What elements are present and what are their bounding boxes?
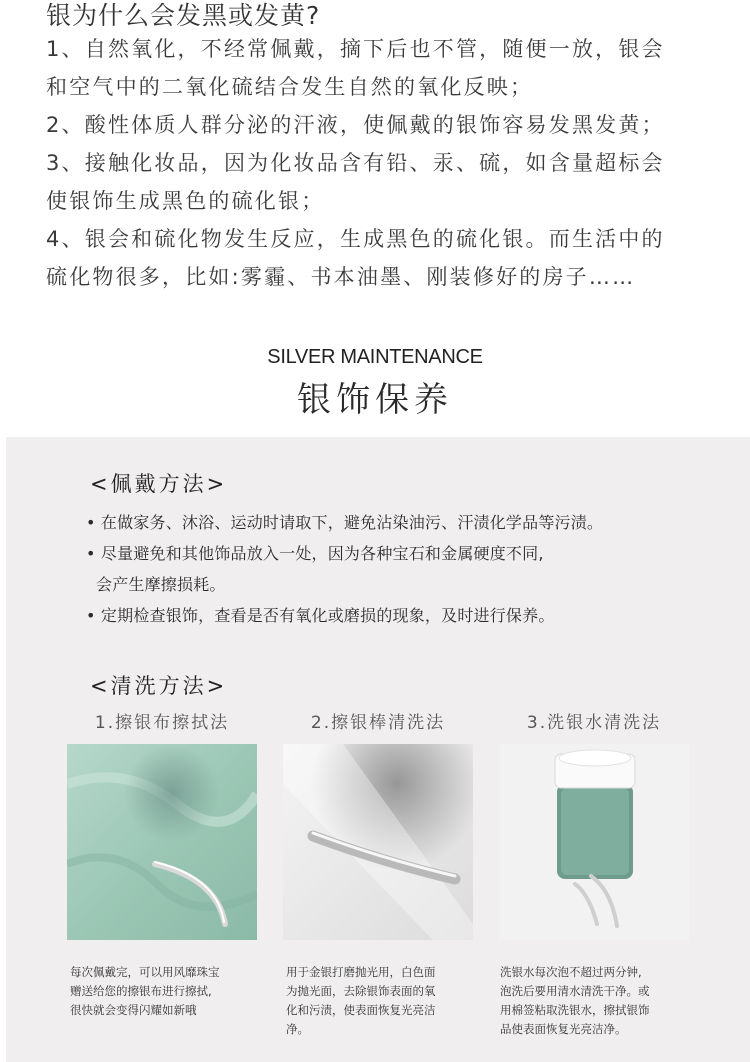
cleaning-solution-photo <box>499 744 689 940</box>
answer-line-2: 和空气中的二氧化硫结合发生自然的氧化反映； <box>46 75 534 99</box>
method-2-caption-line-3: 化和污渍，使表面恢复光亮洁 <box>286 1003 436 1017</box>
method-3-title: 3.洗银水清洗法 <box>526 713 662 733</box>
answer-line-6: 4、银会和硫化物发生反应，生成黑色的硫化银。而生活中的 <box>46 227 665 251</box>
method-2-caption <box>286 963 478 1039</box>
answer-line-3: 2、酸性体质人群分泌的汗液，使佩戴的银饰容易发黑发黄； <box>46 113 665 137</box>
method-2-caption-line-2: 为抛光面，去除银饰表面的氧 <box>286 984 436 998</box>
method-1-caption <box>70 963 262 1020</box>
polishing-stick-illustration <box>283 744 473 940</box>
answer-line-7: 硫化物很多，比如:雾霾、书本油墨、刚装修好的房子…… <box>46 265 636 289</box>
question-title: 银为什么会发黑或发黄? <box>46 1 321 30</box>
wearing-bullet-3: • 定期检查银饰，查看是否有氧化或磨损的现象，及时进行保养。 <box>86 606 555 625</box>
question-answer <box>46 30 726 296</box>
method-2-caption-line-4: 净。 <box>286 1022 309 1036</box>
polishing-stick-photo <box>283 744 473 940</box>
cleaning-heading: <清洗方法> <box>90 674 228 698</box>
polishing-cloth-photo <box>67 744 257 940</box>
section-title-en: SILVER MAINTENANCE <box>267 346 483 368</box>
method-1-title: 1.擦银布擦拭法 <box>94 713 230 733</box>
method-3-caption-line-2: 泡洗后要用清水清洗干净。或 <box>500 984 650 998</box>
answer-line-1: 1、自然氧化，不经常佩戴，摘下后也不管，随便一放，银会 <box>46 37 665 61</box>
answer-line-5: 使银饰生成黑色的硫化银； <box>46 189 325 213</box>
method-1-caption-line-1: 每次佩戴完，可以用风靡珠宝 <box>70 965 220 979</box>
wearing-bullet-2: • 尽量避免和其他饰品放入一处，因为各种宝石和金属硬度不同, <box>86 544 544 563</box>
method-1-caption-line-2: 赠送给您的擦银布进行擦拭, <box>70 984 212 998</box>
cleaning-solution-illustration <box>499 744 689 940</box>
section-title-cn: 银饰保养 <box>297 380 453 420</box>
method-1-caption-line-3: 很快就会变得闪耀如新哦 <box>70 1003 197 1017</box>
polishing-cloth-illustration <box>67 744 257 940</box>
method-3-caption <box>500 963 692 1039</box>
wearing-bullet-2-cont: 会产生摩擦损耗。 <box>96 575 226 594</box>
method-3-caption-line-4: 品使表面恢复光亮洁净。 <box>500 1022 627 1036</box>
method-3-caption-line-1: 洗银水每次泡不超过两分钟, <box>500 965 642 979</box>
method-2-caption-line-1: 用于金银打磨抛光用，白色面 <box>286 965 436 979</box>
method-2-title: 2.擦银棒清洗法 <box>310 713 446 733</box>
wearing-heading: <佩戴方法> <box>90 472 228 496</box>
answer-line-4: 3、接触化妆品，因为化妆品含有铅、汞、硫，如含量超标会 <box>46 151 665 175</box>
wearing-bullet-1: • 在做家务、沐浴、运动时请取下，避免沾染油污、汗渍化学品等污渍。 <box>86 513 604 532</box>
method-3-caption-line-3: 用棉签粘取洗银水，擦拭银饰 <box>500 1003 650 1017</box>
